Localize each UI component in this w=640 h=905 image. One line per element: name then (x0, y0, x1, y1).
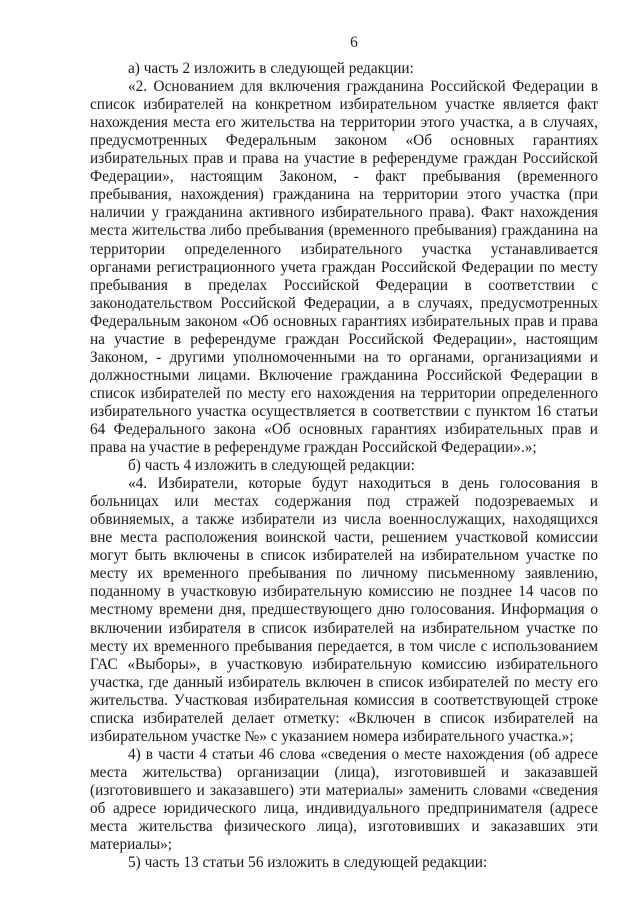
paragraph-amendment-5: 5) часть 13 статьи 56 изложить в следующей редакции: (128, 854, 488, 872)
paragraph-amendment-a-intro: а) часть 2 изложить в следующей редакции: (128, 60, 414, 78)
page-number: 6 (350, 34, 358, 51)
paragraph-part-2-text: «2. Основанием для включения гражданина Российской Федерации в список избирателей на конкретном избирательном участке является факт нахождения места его жительства на территории этого участка, а в случаях, предусмотренных Федеральным законом «Об основных гарантиях избирательных прав и права на участие в референдуме граждан Российской Федерации», настоящим Законом, - факт пребывания (временного пребывания, нахождения) гражданина на территории этого участка (при наличии у гражданина активного избирательного права). Факт нахождения места жительства либо пребывания (временного пребывания) гражданина на территории определенного избирательного участка устанавливается органами регистрационного учета граждан Российской Федерации по месту пребывания в пределах Российской Федерации в соответствии с законодательством Российской Федерации, а в случаях, предусмотренных Федеральным законом «Об основных гарантиях избирательных прав и права на участие в референдуме граждан Российской Федерации», настоящим Законом, - другими уполномоченными на то органами, организациями и должностными лицами. Включение гражданина Российской Федерации в список избирателей по месту его нахождения на территории определенного избирательного участка осуществляется в соответствии с пунктом 16 статьи 64 Федерального закона «Об основных гарантиях избирательных прав и права на участие в референдуме граждан Российской Федерации».»; (90, 78, 598, 457)
paragraph-part-4-text: «4. Избиратели, которые будут находиться в день голосования в больницах или местах содержания под стражей подозреваемых и обвиняемых, а также избиратели из числа военнослужащих, находящихся вне места расположения воинской части, решением участковой комиссии могут быть включены в список избирателей на избирательном участке по месту их временного пребывания по личному письменному заявлению, поданному в участковую избирательную комиссию не позднее 14 часов по местному времени дня, предшествующего дню голосования. Информация о включении избирателя в список избирателей на избирательном участке по месту их временного пребывания передается, в том числе с использованием ГАС «Выборы», в участковую избирательную комиссию избирательного участка, где данный избиратель включен в список избирателей по месту его жительства. Участковая избирательная комиссия в соответствующей строке списка избирателей делает отметку: «Включен в список избирателей на избирательном участке №» с указанием номера избирательного участка.»; (90, 475, 598, 745)
paragraph-amendment-4: 4) в части 4 статьи 46 слова «сведения о месте нахождения (об адресе места жительства) организации (лица), изготовившей и заказавшей (изготовившего и заказавшего) эти материалы» заменить словами «сведения об адресе юридического лица, индивидуального предпринимателя (адресе места жительства физического лица), изготовивших и заказавших эти материалы»; (90, 745, 598, 854)
paragraph-amendment-b-intro: б) часть 4 изложить в следующей редакции: (128, 457, 415, 475)
